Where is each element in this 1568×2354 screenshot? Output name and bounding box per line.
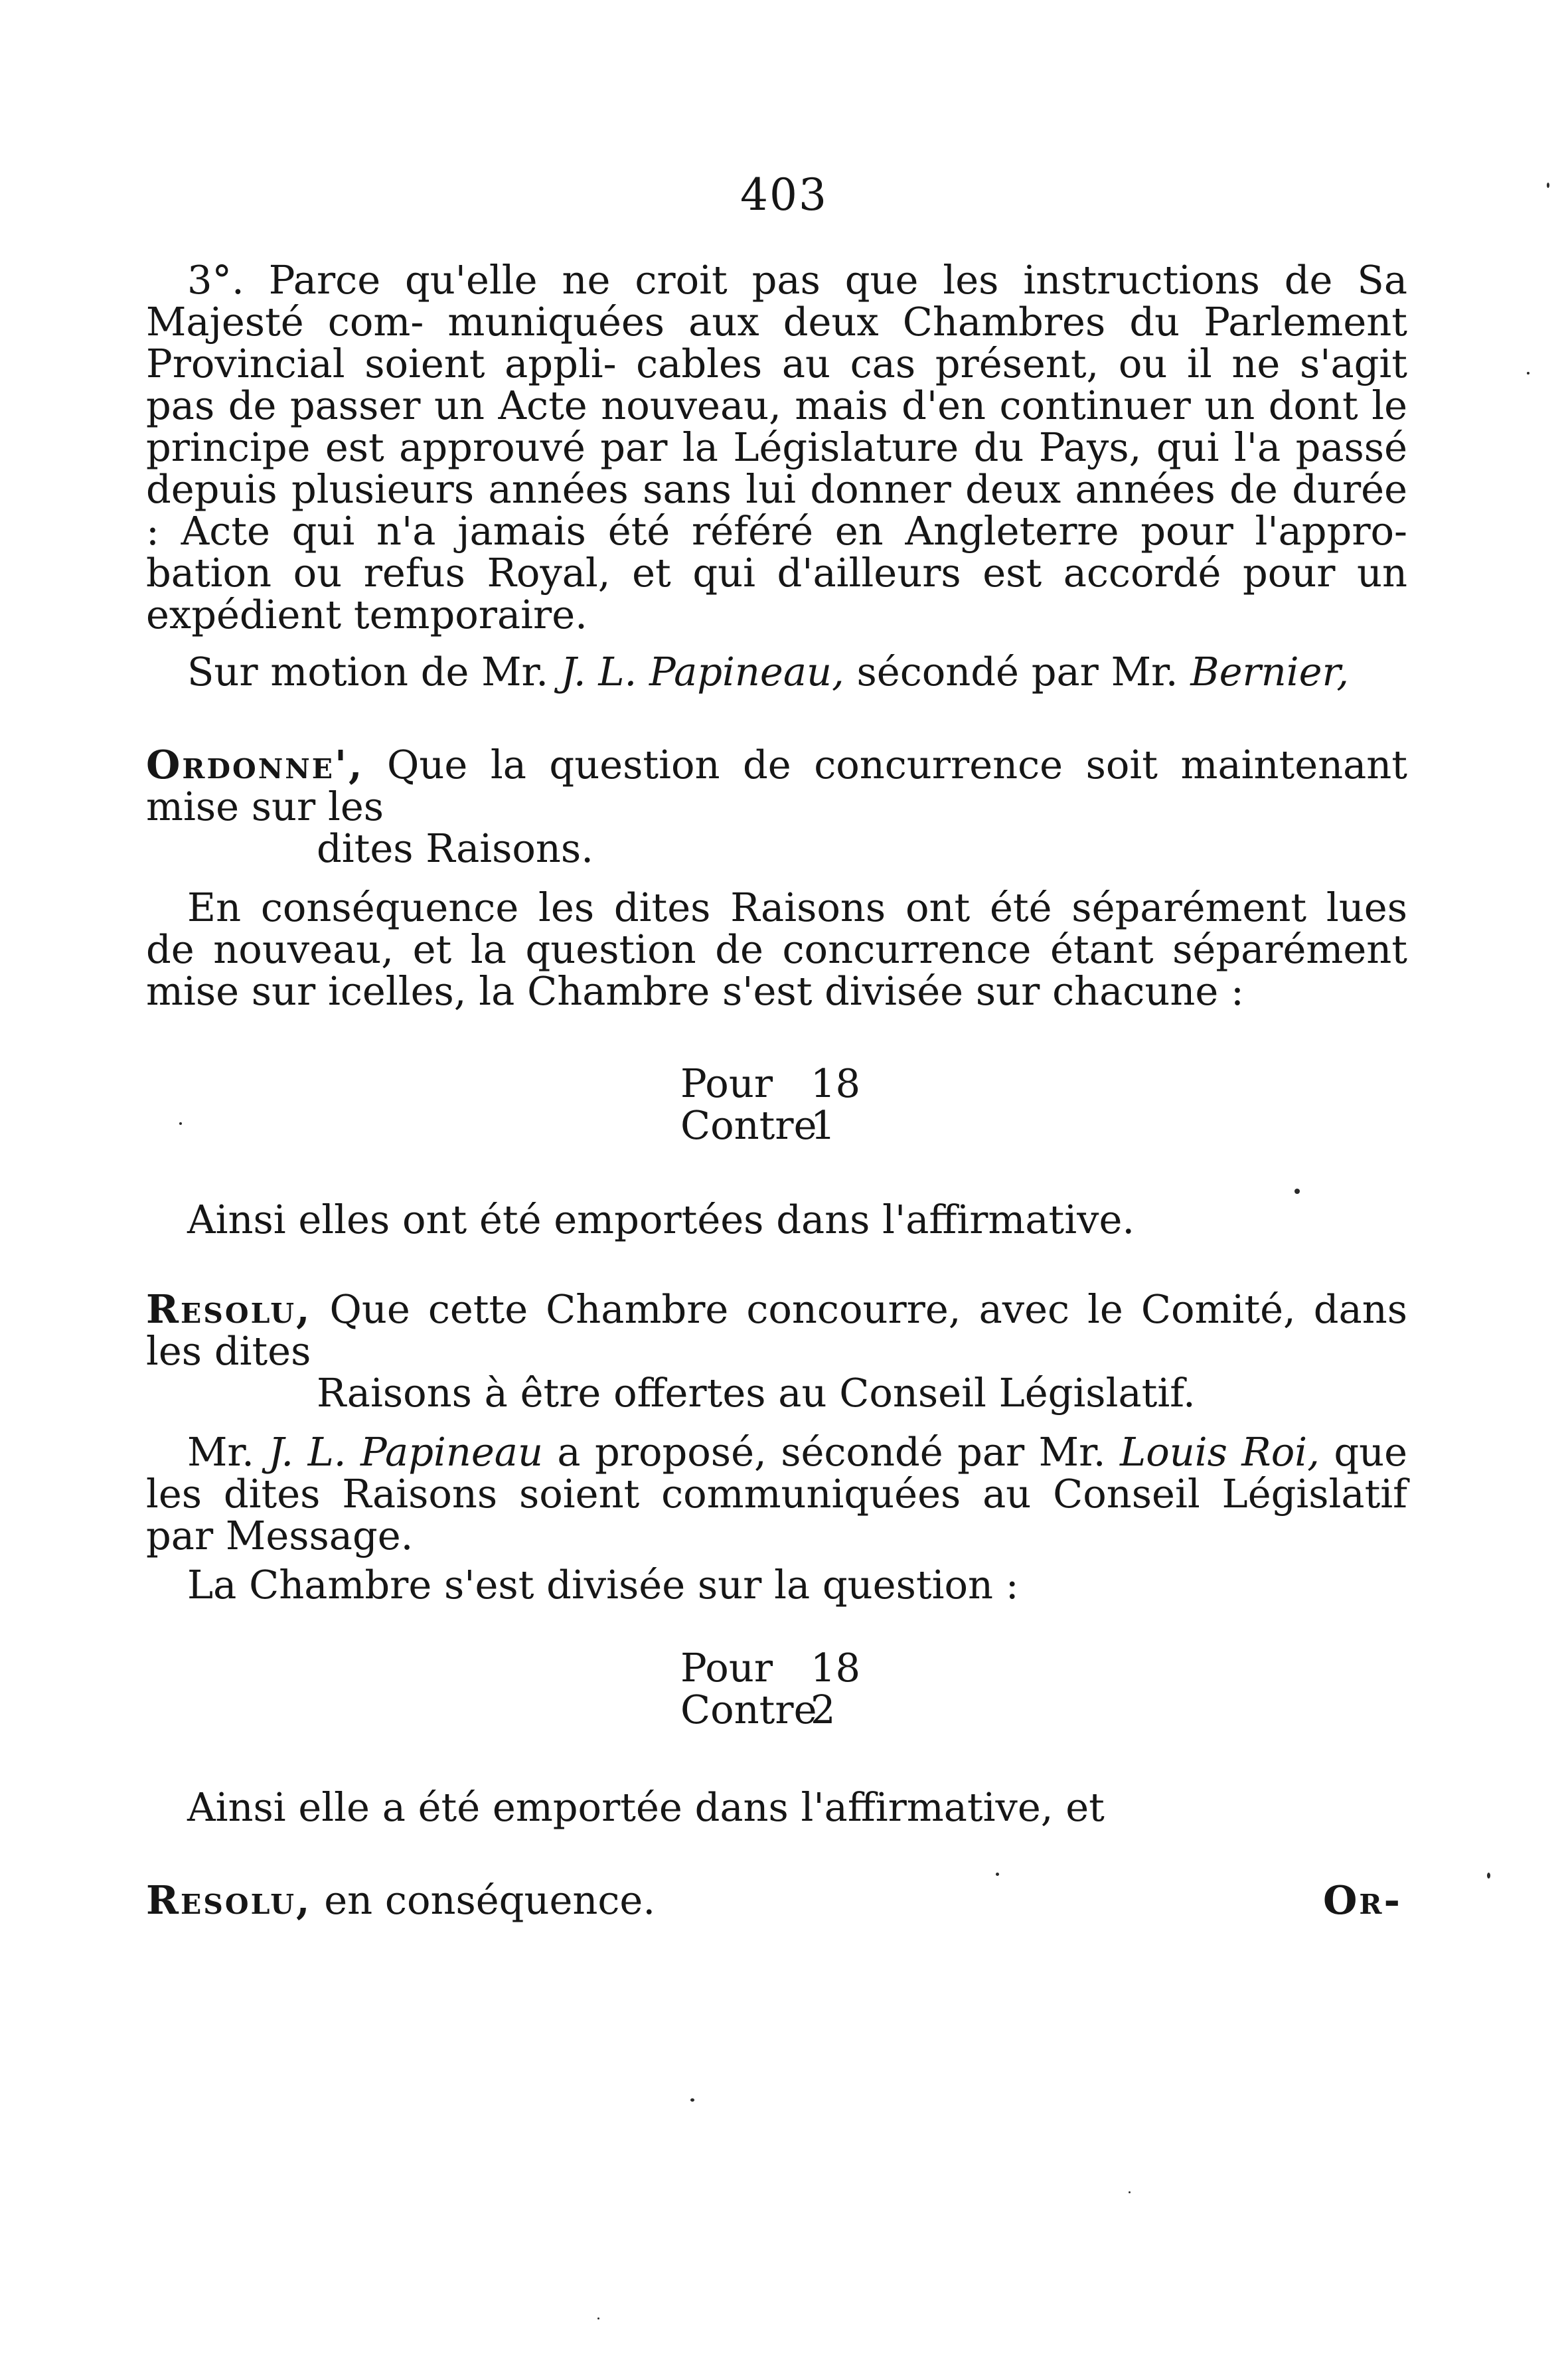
scan-speck	[1129, 2191, 1131, 2193]
motion-mover: J. L. Papineau,	[560, 649, 844, 695]
proposal-prefix: Mr.	[187, 1429, 269, 1475]
ordered-text-line1: Que la question de concurrence soit maintenant mise sur les	[146, 742, 1407, 829]
carried-paragraph-2: Ainsi elle a été emportée dans l'affirmative, et	[187, 1784, 1105, 1830]
proposal-seconder: Louis Roi,	[1120, 1429, 1320, 1475]
reason-3-line: bation ou refus Royal, et qui d'ailleurs est accordé pour un expédient	[146, 550, 1407, 637]
vote-contre-row	[680, 1689, 860, 1730]
motion-paragraph	[146, 651, 1407, 693]
reason-3-line: muniquées aux deux Chambres du Parlement Provincial soient appli-	[146, 299, 1407, 386]
motion-middle: sécondé par Mr.	[844, 649, 1191, 695]
scan-speck	[1527, 372, 1529, 375]
proposal-line2: dites Raisons soient communiquées au Conseil Législatif par Message.	[146, 1471, 1407, 1558]
scan-speck	[996, 1873, 999, 1876]
motion-seconder: Bernier,	[1190, 649, 1350, 695]
resolved-label: Resolu,	[146, 1877, 312, 1923]
reason-3-line: cables au cas présent, ou il ne s'agit pas de passer un Acte nouveau,	[146, 341, 1407, 428]
reason-3-line: mais d'en continuer un dont le principe est approuvé par la Législature	[146, 382, 1408, 470]
reason-3-line: temporaire.	[353, 592, 588, 637]
page-number: 403	[740, 169, 828, 220]
proposal-rest: que les	[146, 1429, 1408, 1517]
pour-count: 18	[811, 1645, 861, 1691]
scan-speck	[597, 2317, 599, 2319]
scan-speck	[1294, 1189, 1300, 1194]
vote-tally-1	[680, 1062, 860, 1146]
proposal-middle: a proposé, sécondé par Mr.	[542, 1429, 1121, 1475]
scan-speck	[179, 1122, 182, 1125]
consequence-line: En conséquence les dites Raisons ont été séparément lues de nouveau,	[146, 884, 1407, 972]
consequence-line: et la question de concurrence étant séparément mise sur icelles, la	[146, 926, 1407, 1014]
vote-tally-2	[680, 1647, 860, 1730]
reason-3-line: du Pays, qui l'a passé depuis plusieurs années sans lui donner deux années	[146, 424, 1407, 512]
scan-speck	[1547, 183, 1549, 188]
scan-speck	[690, 2098, 694, 2102]
vote-contre-row	[680, 1104, 860, 1146]
reason-3-paragraph	[146, 259, 1407, 635]
ordered-text-line2: dites Raisons.	[317, 825, 593, 871]
division-paragraph: La Chambre s'est divisée sur la question :	[187, 1562, 1019, 1608]
reason-3-line: 3°. Parce qu'elle ne croit pas que les instructions de Sa Majesté com-	[146, 257, 1407, 345]
proposal-paragraph	[146, 1431, 1407, 1556]
vote-pour-row	[680, 1647, 860, 1689]
reason-3-line: de durée : Acte qui n'a jamais été référé en Angleterre pour l'appro-	[146, 466, 1407, 554]
catchword	[1323, 1879, 1402, 1921]
motion-prefix: Sur motion de Mr.	[187, 649, 561, 695]
contre-label: Contre	[680, 1102, 817, 1148]
consequence-paragraph	[146, 886, 1407, 1012]
resolved-text: en conséquence.	[311, 1877, 656, 1923]
contre-label: Contre	[680, 1687, 817, 1732]
vote-pour-row	[680, 1062, 860, 1104]
contre-count: 1	[811, 1102, 836, 1148]
ordered-paragraph	[146, 744, 1407, 869]
pour-label: Pour	[680, 1645, 773, 1691]
resolved-text-line1: Que cette Chambre concourre, avec le Comité, dans les dites	[146, 1286, 1407, 1374]
resolved-label: Resolu,	[146, 1286, 312, 1332]
contre-count: 2	[811, 1687, 836, 1732]
pour-count: 18	[811, 1060, 861, 1106]
ordered-label: Ordonne',	[146, 742, 364, 788]
scan-speck	[1487, 1873, 1490, 1879]
pour-label: Pour	[680, 1060, 773, 1106]
resolved-paragraph-2	[146, 1879, 1407, 1921]
proposal-mover: J. L. Papineau	[268, 1429, 543, 1475]
resolved-paragraph-1	[146, 1288, 1407, 1414]
consequence-line: Chambre s'est divisée sur chacune :	[527, 968, 1244, 1014]
resolved-text-line2: Raisons à être offertes au Conseil Législatif.	[317, 1370, 1196, 1416]
catchword-text: Or-	[1323, 1877, 1402, 1923]
carried-paragraph-1: Ainsi elles ont été emportées dans l'affirmative.	[187, 1197, 1135, 1242]
